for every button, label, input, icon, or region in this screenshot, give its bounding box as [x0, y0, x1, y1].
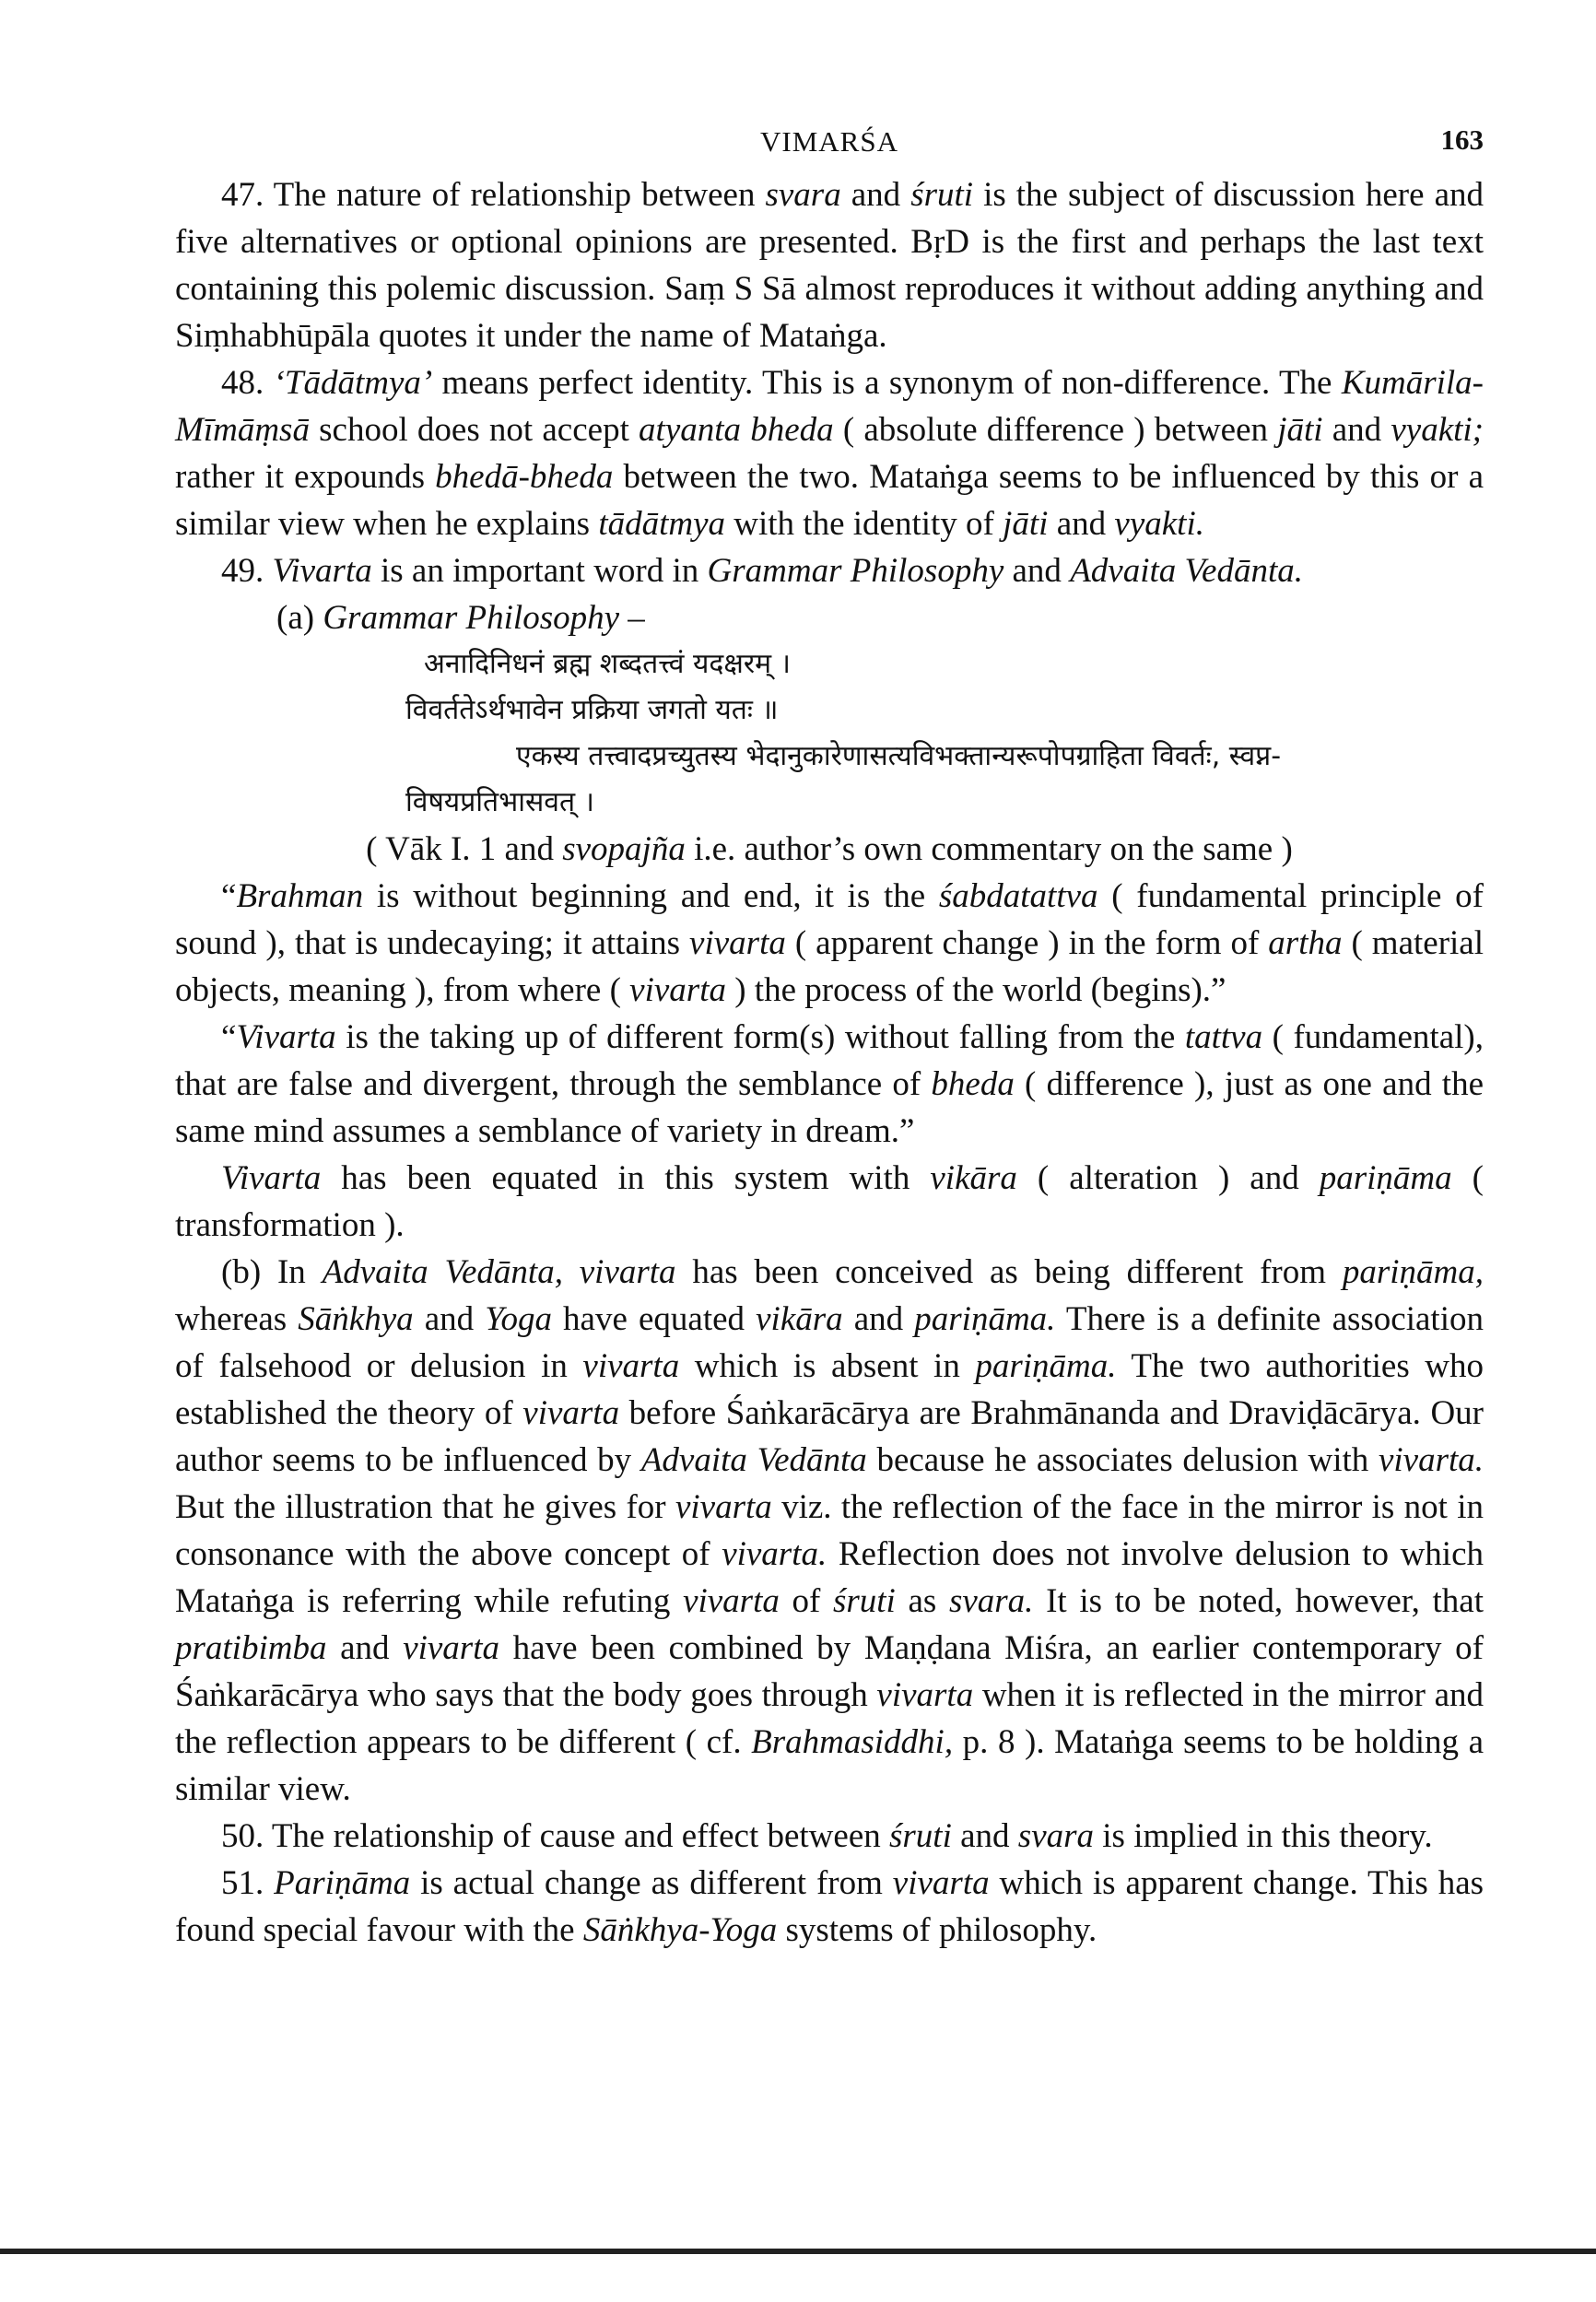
text-run: 48. — [221, 364, 274, 402]
text-run: ( apparent change ) in the form of — [785, 924, 1269, 962]
italic-term: svara. — [948, 1582, 1034, 1620]
note-49a-heading — [175, 594, 1484, 641]
italic-term: ‘Tādātmya’ — [273, 364, 433, 402]
text-run: means perfect identity. This is a synonym of non-difference. The — [432, 364, 1342, 402]
italic-term: vikāra — [930, 1159, 1017, 1197]
italic-term: vivarta — [683, 1582, 780, 1620]
text-run: ( material objects, meaning ), from where ( — [175, 924, 1484, 1009]
note-51 — [175, 1860, 1484, 1954]
text-run: and — [1048, 505, 1115, 543]
text-run: because he associates delusion with — [866, 1441, 1379, 1479]
text-run: school does not accept — [309, 411, 640, 449]
italic-term: vivarta — [522, 1394, 620, 1432]
note-49 — [175, 547, 1484, 594]
text-run: and — [951, 1817, 1018, 1855]
italic-term: Advaita Vedānta, vivarta — [322, 1253, 676, 1291]
text-run: and — [326, 1629, 404, 1667]
sanskrit-verse-line-2: विवर्ततेऽर्थभावेन प्रक्रिया जगतो यतः ॥ — [405, 694, 779, 726]
text-run: (a) — [276, 599, 323, 637]
italic-term: bhedā-bheda — [435, 458, 614, 496]
italic-term: vyakti. — [1114, 505, 1204, 543]
bottom-rule — [0, 2249, 1596, 2254]
text-run: is the taking up of different form(s) without falling from the — [335, 1018, 1185, 1056]
italic-term: pariṇāma. — [914, 1300, 1056, 1338]
italic-term: vivarta. — [1378, 1441, 1485, 1479]
italic-term: vyakti; — [1391, 411, 1485, 449]
italic-term: svara — [1017, 1817, 1095, 1855]
italic-term: svara — [765, 176, 841, 214]
running-head — [175, 109, 1484, 164]
italic-term: śruti — [832, 1582, 896, 1620]
text-run: rather it expounds — [175, 458, 436, 496]
text-run: has been equated in this system with — [321, 1159, 931, 1197]
text-run: is without beginning and end, it is the — [363, 877, 939, 915]
text-run: (b) In — [221, 1253, 323, 1291]
text-run: and — [1322, 411, 1391, 449]
text-run: But the illustration that he gives for — [175, 1488, 675, 1526]
text-run: has been conceived as being different from — [675, 1253, 1343, 1291]
text-run: and — [842, 1300, 915, 1338]
italic-term: pariṇāma — [1319, 1159, 1452, 1197]
italic-term: atyanta bheda — [639, 411, 834, 449]
text-run: have been combined by Maṇḍana Miśra, an earlier contemporary of Śaṅkarācārya who says that the body goes through — [175, 1629, 1484, 1714]
running-title: VIMARŚA — [760, 125, 898, 158]
text-run: before Śaṅkarācārya are Brahmānanda and Draviḍācārya. Our author seems to be influenced by — [175, 1394, 1484, 1479]
text-run: systems of philosophy. — [777, 1911, 1097, 1949]
italic-term: vivarta — [582, 1347, 680, 1385]
italic-term: vivarta — [403, 1629, 499, 1667]
citation — [175, 826, 1484, 873]
italic-term: tādātmya — [598, 505, 726, 543]
text-run: between the two. Mataṅga seems to be influenced by this or a similar view when he explains — [175, 458, 1484, 543]
vivarta-equation-paragraph — [175, 1155, 1484, 1249]
text-run: 51. — [221, 1864, 275, 1902]
italic-term: Vivarta — [236, 1018, 336, 1056]
sanskrit-commentary-line-2: विषयप्रतिभासवत् । — [405, 786, 594, 818]
italic-term: Brahmasiddhi, — [751, 1723, 954, 1761]
italic-term: jāti — [1003, 505, 1049, 543]
text-run: is actual change as different from — [410, 1864, 893, 1902]
sanskrit-commentary-line-1: एकस्य तत्त्वादप्रच्युतस्य भेदानुकारेणासत्यविभक्तान्यरूपोपग्राहिता विवर्तः, स्वप्न- — [516, 740, 1282, 772]
text-run: is an important word in — [371, 552, 708, 590]
italic-term: Kumārila-Mīmāṃsā — [175, 364, 1484, 449]
text-run: The two authorities who established the theory of — [175, 1347, 1484, 1432]
text-run: and — [840, 176, 911, 214]
text-run: ( Vāk I. 1 and — [366, 830, 563, 868]
note-48 — [175, 359, 1484, 547]
text-run: Reflection does not involve delusion to which Mataṅga is referring while refuting — [175, 1535, 1484, 1620]
text-run: viz. the reflection of the face in the mirror is not in consonance with the above concept of — [175, 1488, 1484, 1573]
italic-term: jāti — [1277, 411, 1323, 449]
italic-term: vikāra — [756, 1300, 843, 1338]
text-run: p. 8 ). Mataṅga seems to be holding a similar view. — [175, 1723, 1484, 1808]
text-run: ( fundamental), that are false and divergent, through the semblance of — [175, 1018, 1484, 1103]
text-run: of — [779, 1582, 833, 1620]
italic-term: śruti — [889, 1817, 952, 1855]
text-run: which is absent in — [679, 1347, 976, 1385]
text-run: and — [1003, 552, 1071, 590]
note-47 — [175, 171, 1484, 359]
text-run: whereas — [175, 1300, 299, 1338]
text-run: ( absolute difference ) between — [833, 411, 1278, 449]
italic-term: Sāṅkhya-Yoga — [582, 1911, 778, 1949]
italic-term: vivarta. — [722, 1535, 827, 1573]
note-50 — [175, 1813, 1484, 1860]
text-run: is implied in this theory. — [1094, 1817, 1433, 1855]
text-run: when it is reflected in the mirror and the reflection appears to be different ( cf. — [175, 1676, 1484, 1761]
note-49b — [175, 1249, 1484, 1813]
italic-term: śruti — [910, 176, 974, 214]
page-number: 163 — [1440, 123, 1484, 156]
text-run: i.e. author’s own commentary on the same ) — [685, 830, 1293, 868]
italic-term: Yoga — [485, 1300, 552, 1338]
italic-term: Grammar Philosophy — [707, 552, 1004, 590]
italic-term: Pariṇāma — [274, 1864, 411, 1902]
italic-term: artha — [1268, 924, 1343, 962]
text-run: It is to be noted, however, that — [1033, 1582, 1484, 1620]
translation-quote-1 — [175, 873, 1484, 1014]
italic-term: pariṇāma. — [975, 1347, 1117, 1385]
italic-term: tattva — [1184, 1018, 1263, 1056]
text-run: “ — [221, 877, 237, 915]
italic-term: vivarta — [675, 1488, 772, 1526]
text-run: and — [413, 1300, 486, 1338]
text-run: ) the process of the world (begins).” — [725, 971, 1226, 1009]
italic-term: bheda — [931, 1065, 1015, 1103]
text-run: 47. The nature of relationship between — [221, 176, 766, 214]
document-page — [175, 109, 1484, 1954]
text-run: ( alteration ) and — [1016, 1159, 1320, 1197]
text-run: There is a definite association of falsehood or delusion in — [175, 1300, 1484, 1385]
italic-term: vivarta — [892, 1864, 990, 1902]
sanskrit-verse-line-1: अनादिनिधनं ब्रह्म शब्दतत्त्वं यदक्षरम् । — [424, 648, 791, 680]
text-run: which is apparent change. This has found special favour with the — [175, 1864, 1485, 1949]
italic-term: vivarta — [689, 924, 786, 962]
italic-term: Sāṅkhya — [298, 1300, 414, 1338]
italic-term: Advaita Vedānta. — [1070, 552, 1303, 590]
italic-term: Vivarta — [272, 552, 372, 590]
text-run: – — [619, 599, 645, 637]
translation-quote-2 — [175, 1014, 1484, 1155]
italic-term: pratibimba — [175, 1629, 327, 1667]
italic-term: Advaita Vedānta — [640, 1441, 867, 1479]
italic-term: vivarta — [876, 1676, 974, 1714]
italic-term: Vivarta — [221, 1159, 322, 1197]
italic-term: Brahman — [236, 877, 364, 915]
text-run: is the subject of discussion here and five alternatives or optional opinions are presented. BṛD is the first and perhaps the last text containing this polemic discussion. Saṃ S Sā almost reproduces it without adding anything and Siṃhabhūpāla quotes it under the name of Mataṅga. — [175, 176, 1484, 355]
text-run: ( transformation ). — [175, 1159, 1484, 1244]
text-run: ( difference ), just as one and the same mind assumes a semblance of variety in dream.” — [175, 1065, 1484, 1150]
italic-term: pariṇāma, — [1342, 1253, 1484, 1291]
italic-term: Grammar Philosophy — [323, 599, 620, 637]
text-run: 49. — [221, 552, 273, 590]
text-run: as — [895, 1582, 949, 1620]
text-run: with the identity of — [725, 505, 1003, 543]
text-run: “ — [221, 1018, 237, 1056]
italic-term: svopajña — [562, 830, 686, 868]
text-run: ( fundamental principle of sound ), that is undecaying; it attains — [175, 877, 1484, 962]
italic-term: śabdatattva — [938, 877, 1098, 915]
italic-term: vivarta — [629, 971, 726, 1009]
text-run: have equated — [551, 1300, 757, 1338]
text-run: 50. The relationship of cause and effect between — [221, 1817, 889, 1855]
